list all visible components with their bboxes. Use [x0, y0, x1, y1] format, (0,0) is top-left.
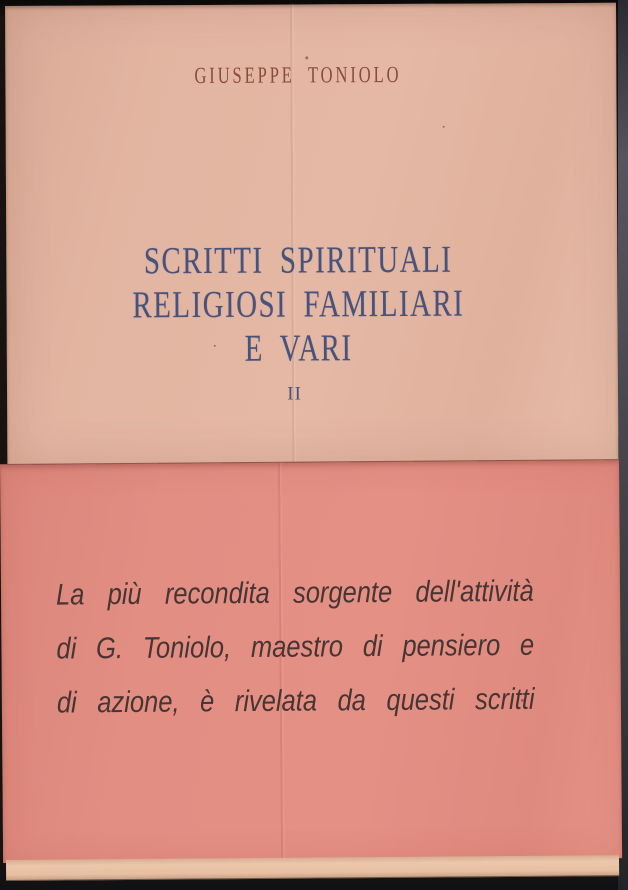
- volume-numeral: II: [287, 383, 302, 405]
- band-blurb-line-3: di azione, è rivelata da questi scritti: [56, 682, 535, 720]
- author-name: GIUSEPPE TONIOLO: [194, 61, 402, 89]
- book-bottom-page-edge: [6, 855, 619, 881]
- band-blurb: [56, 565, 535, 731]
- band-blurb-line-1: La più recondita sorgente dell'attività: [55, 574, 534, 612]
- paper-speck: [443, 126, 445, 128]
- paper-speck: [305, 56, 308, 59]
- band-blurb-line-2: di G. Toniolo, maestro di pensiero e: [56, 628, 535, 666]
- book-front-cover: [5, 3, 618, 466]
- title-line-1: SCRITTI SPIRITUALI: [143, 238, 453, 283]
- title-line-3: E VARI: [244, 327, 353, 370]
- title-line-2: RELIGIOSI FAMILIARI: [132, 282, 465, 327]
- book-title: [80, 237, 545, 371]
- publisher-band: [0, 459, 622, 863]
